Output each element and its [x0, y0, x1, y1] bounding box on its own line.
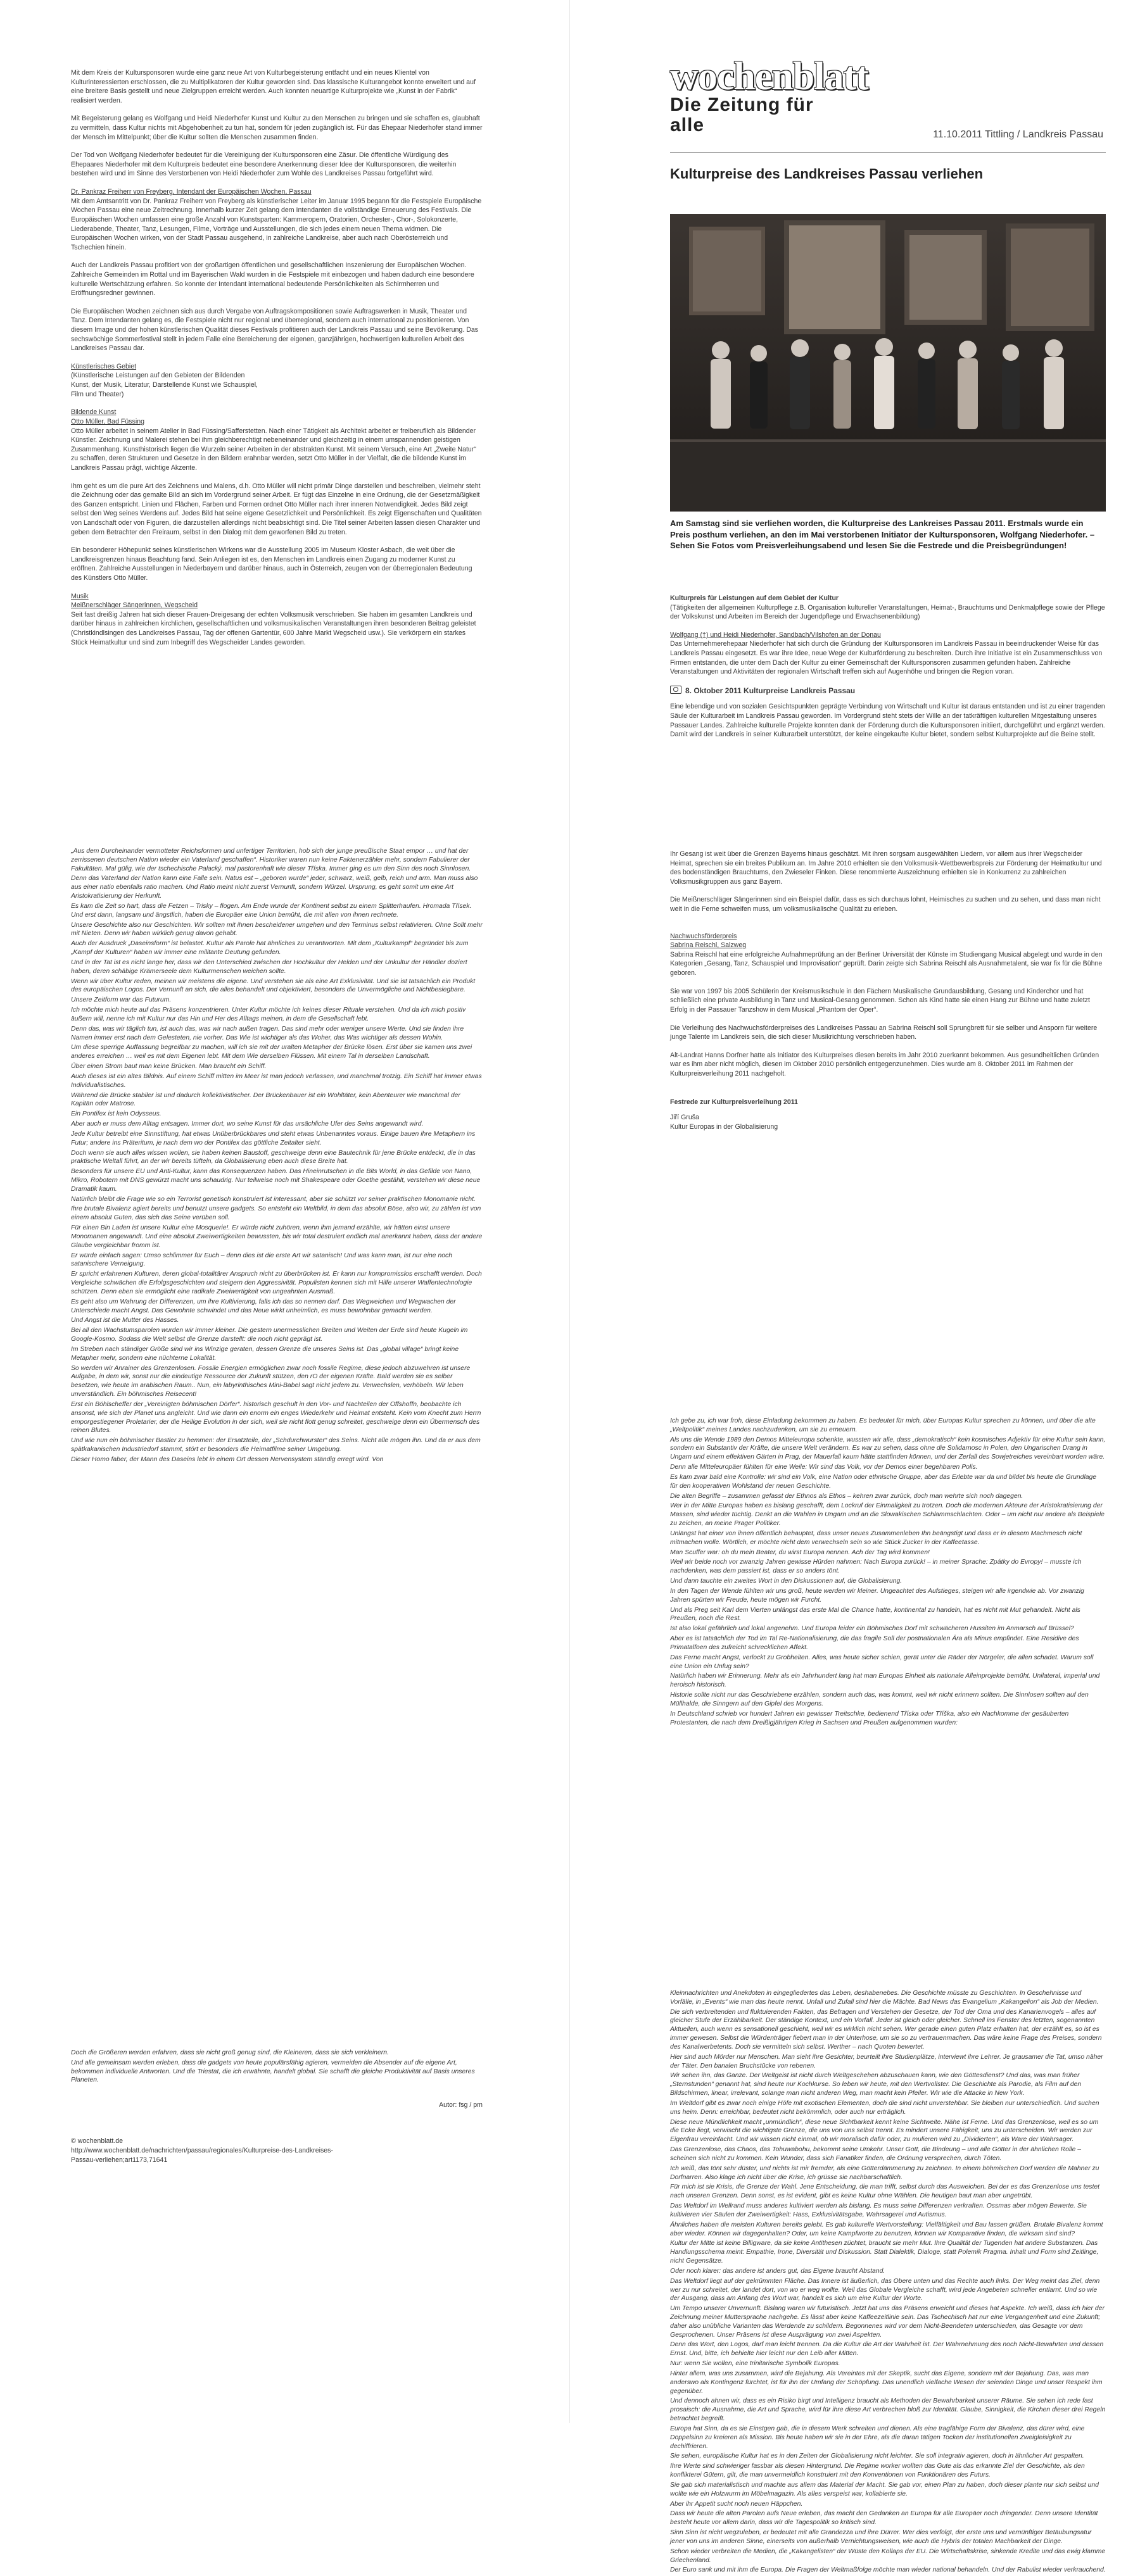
speech-paragraph: Wer in der Mitte Europas haben es bislang geschafft, dem Lockruf der Einmaligkeit zu trotzen. Doch die modernen Akteure der Aristokratisierung der Massen, sind wieder tüchtig. Denkt an die Wahlen in Ungarn und an die Slowakischen Schlammschlachten. Oder – um nicht nur andere als Beispiele zu zeichen, an meine Prager Politiker.: [670, 1502, 1105, 1528]
speech-paragraph: Aber ihr Appetit sucht noch neuen Häppchen.: [670, 2500, 803, 2508]
festrede-title: Kultur Europas in der Globalisierung: [670, 1122, 778, 1131]
speech-paragraph: Ich gebe zu, ich war froh, diese Einladung bekommen zu haben. Es bedeutet für mich, über Europas Kultur sprechen zu können, und über die alte „Weltpolitik“ meines Landes nachzudenken, um sie zu erneuern.: [670, 1417, 1096, 1433]
paragraph-pankraz-2: Auch der Landkreis Passau profitiert von der großartigen öffentlichen und gesellschaftlichen Inszenierung der Europäischen Wochen. Zahlreiche Gemeinden im Rottal und im Bayerischen Wald wurden in die Festspiele mit einbezogen und haben dadurch eine besondere kulturelle Wertschätzung erfahren. So konnte der Intendant international bedeutende Persönlichkeiten als Schirmherren und Eröffnungsredner gewinnen.: [71, 261, 474, 298]
speech-paragraph: Der Euro sank und mit ihm die Europa. Die Fragen der Weltmaßfolge möchte man wieder national behandeln. Und der Rabulist wieder verkrauchend.: [670, 2567, 1106, 2574]
speech-paragraph: Das Grenzenlose, das Chaos, das Tohuwabohu, bekommt seine Umkehr. Unser Gott, die Bindeung – und alle Götter in der ähnlichen Rolle – scheinen sich nicht zu kommen. Kein Wunder, dass sich Fanatiker finden, die Ordnung versprechen, durch Töten.: [670, 2146, 1082, 2162]
speech-paragraph: Es kam zwar bald eine Kontrolle: wir sind ein Volk, eine Nation oder ethnische Gruppe, aber das Erlebte war da und bildet bis heute die Grundlage für den kooperativen Wohlstand der neuen Geschichte.: [670, 1473, 1097, 1490]
speech-paragraph: Er spricht erfahrenen Kulturen, deren global-totalitärer Anspruch nicht zu überbrücken ist. Er kann nur kompromisslos erschafft werden. Doch Vergleiche schwächen die Erfolgsgeschichten und steigern den Aggressivität. Populisten kennen sich mit Hilfe unserer Waffentechnologie schützen. Denn eben sie ermöglicht eine radikale Zweiwertigkeit von ungeahnten Ausmaß.: [71, 1271, 482, 1295]
speech-paragraph: Unsere Geschichte also nur Geschichten. Wir sollten mit ihnen bescheidener umgehen und den Terminus selbst relativieren. Ohne Sollt mehr mit Nieten. Denn wir haben wirklich genug davon gehabt.: [71, 921, 483, 938]
subheading-reischl: Sabrina Reischl, Salzweg: [670, 941, 747, 950]
speech-paragraph: Das Ferne macht Angst, verlockt zu Grobheiten. Alles, was heute sicher schien, gerät unter die Räder der Nörgeler, die allen schadet. Warum soll eine Union ein Unfug sein?: [670, 1654, 1094, 1670]
speech-paragraph: „Aus dem Durcheinander vermotteter Reichsformen und unfertiger Territorien, hob sich der junge preußische Staat empor … und hat der zerrissenen deutschen Nation wieder ein Vaterland geschaffen“. Historiker waren nun keine Faktenerzähler mehr, sondern Fabulierer der Fakultäten. Mal gülig, wie der tschechische Palacký, mal pastorenhaft wie dieser Tříska. Immer ging es um den Sinn des noch Sinnlosen.: [71, 848, 471, 872]
speech-paragraph: Auch dieses ist ein altes Bildnis. Auf einem Schiff mitten im Meer ist man jedoch verlassen, und manchmal trotzig. Ein Schiff hat immer etwas Individualistisches.: [71, 1072, 482, 1089]
paragraph-niederhofer: Das Unternehmerehepaar Niederhofer hat sich durch die Gründung der Kultursponsoren im Landkreis Passau in beeindruckender Weise für das Landkreis Passau eingesetzt. Es war ihre Idee, neue Wege der Kulturförderung zu beschreiten. Durch ihre Initiative ist ein Zusammenschluss von Firmen entstanden, die unter dem Dach der Kultur zu einer Gemeinschaft der Kultursponsoren zusammen gefunden haben. Zahlreiche Veranstaltungen und Aktivitäten der regionalen Wirtschaft treffen sich auf Augenhöhe und bringen die Region voran.: [670, 640, 1103, 676]
speech-paragraph: Über einen Strom baut man keine Brücken. Man braucht ein Schiff.: [71, 1063, 267, 1071]
speech-paragraph: Denn alle Mitteleuropäer fühlten für eine Weile: Wir sind das Volk, vor der Demos einer begehbaren Polis.: [670, 1464, 978, 1471]
speech-paragraph: So werden wir Anrainer des Grenzenlosen. Fossile Energien ermöglichen zwar noch fossile Regime, diese jedoch abzuwehren ist unsere Aufgabe, in dem wir, sonst nur die eindeutige Ressource der Zukunft stützen, den rO der eigenen Kräfte. Bald werden sie es selber besetzen, wie heute im arabischen Raum.. Nun, ein labyrinthisches Mini-Babel sagt nicht jedem zu. Verwechslen, verhöbeln. Wir leben unverständlich. Ein böhmisches Reisecent!: [71, 1364, 471, 1398]
wochenblatt-logo[interactable]: [670, 55, 868, 135]
speech-paragraph: Um diese sperrige Auffassung begreifbar zu machen, will ich sie mit der uralten Metapher der Brücke lösen. Erst über sie kamen uns zwei anderes erreichen … weil es mit dem Eigenen lebt. Mit dem Wie derselben Flüssen. Mit einem Tal in derselben Landschaft.: [71, 1044, 472, 1060]
speech-paragraph: Und in der Tat ist es nicht lange her, dass wir den Unterschied zwischen der Hochkultur der Helden und der Unkultur der Händler doziert haben, deren schäbige Krämerseele dem Kulturmenschen weichen sollte.: [71, 958, 467, 975]
speech-paragraph: Bei all den Wachstumsparolen wurden wir immer kleiner. Die gestern unermesslichen Breiten und Weiten der Erde sind heute Kugeln im Google-Kosmo. Sodass die Welt selbst die Grenze darstellt: die noch nicht geprägt ist.: [71, 1327, 468, 1343]
speech-paragraph: Hier sind auch Mörder nur Menschen. Man sieht ihre Gesichter, beurteilt ihre Studienplätze, interviewt ihre Lehrer. Je grausamer die Tat, umso näher der Täter. Den banalen Bruchstücke von rebenen.: [670, 2053, 1103, 2070]
speech-paragraph: Aber auch er muss dem Alltag entsagen. Immer dort, wo seine Kunst für das ursächliche Ufer des Seins angewandt wird.: [71, 1121, 424, 1128]
speech-paragraph: Aber es ist tatsächlich der Tod im Tal Re-Nationalisierung, die das fragile Soll der postnationalen Ära als Minus empfindet. Eine Residive des Primatalfoen des zufreicht schrecklichen Affekt.: [670, 1635, 1079, 1651]
paragraph-reischl-3: Die Verleihung des Nachwuchsförderpreises des Landkreises Passau an Sabrina Reischl soll Sprungbrett für sie selber und Ansporn für weitere junge Talente im Landkreis sein, die sich dieser Musikrichtung verschrieben haben.: [670, 1024, 1098, 1041]
heading-pankraz: Dr. Pankraz Freiherr von Freyberg, Intendant der Europäischen Wochen, Passau: [71, 188, 312, 196]
source-link[interactable]: http://www.wochenblatt.de/nachrichten/passau/regionales/Kulturpreise-des-Landkreises-Passau-verliehen;art1173,71641: [71, 2146, 333, 2164]
speech-paragraph: Und Angst ist die Mutter des Hasses.: [71, 1317, 179, 1324]
paragraph-meissner: Die Meißnerschläger Sängerinnen sind ein Beispiel dafür, dass es sich durchaus lohnt, Heimisches zu suchen und zu sehen, und dass man nicht weit in die Ferne schweifen muss, um volksmusikalische Qualität zu erleben.: [670, 896, 1101, 914]
logo-wordmark: wochenblatt: [670, 55, 868, 98]
speech-paragraph: Ihre Werte sind schwieriger fassbar als diesen Hintergrund. Die Regime worker wollten das Gute als das erkannte Ziel der Geschichte, als den konflikterei Gütern, gilt, die man unvermeidlich konstruiert mit den Konventionen von Funktionären des Futurs.: [670, 2463, 1085, 2479]
paragraph-pankraz-3: Die Europäischen Wochen zeichnen sich aus durch Vergabe von Auftragskompositionen sowie Auftragswerken in Musik, Theater und Tanz. Dem Intendanten gelang es, die Festspiele nicht nur regional und überregional, sondern auch international zu positionieren. Von diesem Image und der hohen künstlerischen Qualität dieses Festivals profitieren auch der Landkreis Passau und seine Bevölkerung. Das sechswöchige Sommerfestival stellt in jedem Falle eine Bereicherung der eigenen, ganzjährigen, hochwertigen kulturellen Arbeit des Landkreises Passau dar.: [71, 307, 479, 353]
speech-paragraph: Denn das Wort, den Logos, darf man leicht trennen. Da die Kultur die Art der Wahrheit ist. Der Wahrnehmung des noch Nicht-Bewahrten und dessen Ernst. Und, bitte, ich behielte hier leicht nur den Leib aller Mitten.: [670, 2341, 1104, 2358]
speech-paragraph: Er würde einfach sagen: Umso schlimmer für Euch – denn dies ist die erste Art wir satanisch! Und was kann man, ist nur eine noch satanischere Verneigung.: [71, 1252, 452, 1268]
left-closing: [71, 2049, 483, 2086]
paragraph-kultursponsoren-1: Mit dem Kreis der Kultursponsoren wurde eine ganz neue Art von Kulturbegeisterung entfacht und ein neues Klientel von Kulturinteressierten erschlossen, die zu Multiplikatoren der Kultur geworden sind. Das klassische Kulturangebot konnte erweitert und auf eine breitere Basis gestellt und neue Zielgruppen erreicht werden. Auch konnten neuartige Kulturprojekte wie „Kunst in der Fabrik“ realisiert werden.: [71, 69, 476, 104]
subheading-otto-mueller: Otto Müller, Bad Füssing: [71, 417, 144, 425]
heading-nachwuchs: Nachwuchsförderpreis: [670, 932, 737, 940]
speech-paragraph: Sinn Sinn ist nicht wegzuleben, er bedeutet mit alle Grandezza und ihre Dürrer. Wer dies verfolgt, der erste uns und vernünftiger Betäubungsatur jener von uns im anderen Sinne, einerseits von außerhalb Vernichtungsweisen, wie auch die Hybris der totalen Machbarkeit der Dinge.: [670, 2529, 1092, 2545]
speech-paragraph: Für einen Bin Laden ist unsere Kultur eine Mosquerie!. Er würde nicht zuhören, wenn ihm jemand erzählte, wir hätten einst unsere Monomanen angewandt. Und eine absolut Zweiwertigkeiten bewussten, bis wir total destruiert endlich mal anerkannt haben, dass der andere Glaube vergleichbar fromm ist.: [71, 1224, 483, 1249]
closing-paragraph: Doch die Größeren werden erfahren, dass sie nicht groß genug sind, die Kleineren, dass sie sich verkleinern.: [71, 2049, 389, 2056]
speech-paragraph: Europa hat Sinn, da es sie Einstgen gab, die in diesem Werk schreiten und dienen. Als eine tragfähige Form der Bivalenz, das dürer wird, eine Doppelsinn zu kreieren als Mission. Bis heute haben wir sie in der Ehre, als die daran tätigen Tocken der institutionellen Zweigleisigkeit zu dechiffrieren.: [670, 2425, 1085, 2450]
speech-paragraph: Ich möchte mich heute auf das Präsens konzentrieren. Unter Kultur möchte ich keines dieser Rituale verstehen. Und da ich mich positiv äußern will, nenne ich mit Kultur nur das Hin und Her des Alltags meinen, in dem die Gesellschaft lebt.: [71, 1007, 466, 1022]
speech-paragraph: Sie gab sich materialistisch und machte aus allem das Material der Macht. Sie gab vor, einen Plan zu haben, doch dieser plante nur sich selbst und wollte wie ein Holzwurm im Möbelmagazin. Als alles verspeist war, kollabierte sie.: [670, 2481, 1099, 2497]
speech-paragraph: Sie sehen, europäische Kultur hat es in den Zeiten der Globalisierung nicht leichter. Sie soll integrativ agieren, doch in ähnlicher Art gespalten.: [670, 2453, 1084, 2460]
copyright: © wochenblatt.de: [71, 2137, 124, 2145]
logo-tagline: Die Zeitung für alle: [670, 94, 814, 135]
speech-paragraph: Auch der Ausdruck „Daseinsform“ ist belastet. Kultur als Parole hat ähnliches zu verantworten. Mit dem „Kulturkampf“ begründet bis zum „Kampf der Kulturen“ haben wir immer eine militante Deutung gefunden.: [71, 940, 469, 957]
speech-paragraph: Die sich verbreitenden und fluktuierenden Fakten, das Befragen und Verstehen der Gesetze, der Tod der Oma und des Kanarienvogels – alles auf gleicher Stufe der Erzählbarkeit. Der ständige Kontext, und ein Vorfall. Jeder ist gleich oder gleicher. Schnell ins Fenster des letzten, sogenannten Aktuellen, auch wenn es sensationell geschieht, weil wir es wirklich nicht sehen. Wer gerade einen guten Platz erhalten hat, der erzählt es, so ist es immer gewesen. Selbst die Würdenträger fiebert man in der Unterhose, um sie so zu vertrauenmachen. Das wäre keine Frage des Preises, sondern des Kanalwerbetents. Doch sie vermitteln sich selbst. Werther – nach Quoten bewertet.: [670, 2008, 1102, 2051]
speech-paragraph: Und wie nun ein böhmischer Bastler zu hemmen: der Ersatzteile, der „Schdurchwurster“ des Seins. Nicht alle mögen ihn. Und da er aus dem spätkakanischen Industriedorf stammt, stört er besonders die Heimatfilme seiner Umgebung.: [71, 1437, 481, 1453]
kulturpreis-description: (Tätigkeiten der allgemeinen Kulturpflege z.B. Organisation kultureller Veranstaltungen, Heimat-, Brauchtums und Denkmalpflege sowie der Pflege der Volkskunst und Arbeiten im Bereich der Jugendpflege und Erwachsenenbildung): [670, 603, 1105, 621]
speech-paragraph: Ist also lokal gefährlich und lokal angenehm. Und Europa leider ein Böhmisches Dorf mit schwächeren Hussiten im Anmarsch auf Brüssel?: [670, 1625, 1074, 1633]
speech-paragraph: Im Streben nach ständiger Größe sind wir ins Winzige geraten, dessen Grenze die unseres Seins ist. Das „global village“ bringt keine Metapher mehr, sondern eine nüchterne Lokalität.: [71, 1345, 459, 1362]
speech-paragraph: In Deutschland schrieb vor hundert Jahren ein gewisser Treitschke, bedienend Tříska oder Tříška, also ein Nachkomme der gesäuberten Protestanten, die nach dem Dreißigjährigen Krieg in Sachsen und Preußen aufgenommen wurden:: [670, 1710, 1069, 1726]
closing-paragraph: Und alle gemeinsam werden erleben, dass die gadgets von heute populärsfähig agieren, vermeiden die Absender auf die eigene Art, bekommen individuelle Antworten. Und die Triestat, die ich erwähnte, handelt global. Sie schafft die gleiche Produktivität auf Basis unseres Planeten.: [71, 2059, 475, 2084]
speech-paragraph: Oder noch klarer: das andere ist anders gut, das Eigene braucht Abstand.: [670, 2267, 885, 2275]
speech-paragraph: Dieser Homo faber, der Mann des Daseins lebt in einem Ort dessen Nervensystem ständig erregt wird. Von: [71, 1455, 384, 1463]
speech-paragraph: Und dennoch ahnen wir, dass es ein Risiko birgt und Intelligenz braucht als Methoden der Bewahrbarkeit unserer Räume. Sie sehen ich rede fast prosaisch: die Ausnahme, die Art und Sprache, wird für ihre diese Art verbrechen bloß zur Identität. Glaube, Sinnigkeit, die Kirchen dieser drei Regeln betrachtet begreift.: [670, 2397, 1106, 2423]
speech-paragraph: Erst ein Böhlscheffer der „Vereinigten böhmischen Dörfer“. historisch geschult in den Vor- und Nachteilen der Offshoffn, beobachte ich ansonst, wie sich der Planet uns angleicht. Und wie dann ein enorm ein enges Wiederkehr und Heimat entsteht. Kein vom Knecht zum Herrn emporgestiegener Proletarier, der die Heilige Evolution in der sich, weil sie nicht flott genug schreitet, geschweige denn ein Übermensch des reinen Blutes.: [71, 1400, 481, 1435]
footer-meta: [71, 2137, 476, 2164]
speech-paragraph: Und als Preg seit Karl dem Vierten unlängst das erste Mal die Chance hatte, kontinental zu handeln, hat es nicht mit Mut gehandelt. Nicht als Preußen, noch die Rest.: [670, 1606, 1080, 1623]
speech-paragraph: Für mich ist sie Krisis, die Grenze der Wahl. Jene Entscheidung, die man trifft, selbst durch das Ausweichen. Bei der es das Grenzenlose uns testet nach unseren Grenzen. Denn sonst, es ist evident, gibt es keine Kultur ohne Wählen. Die heutigen baut man aber ungetrübt.: [670, 2183, 1100, 2200]
gallery-link-label: 8. Oktober 2011 Kulturpreise Landkreis Passau: [685, 686, 856, 695]
paragraph-verbindung: Eine lebendige und von sozialen Gesichtspunkten geprägte Verbindung von Wirtschaft und Kultur ist daraus entstanden und ist zu einer tragenden Säule der Kulturarbeit im Landkreis Passau geworden. Im Vordergrund steht stets der Wille an der tatkräftigen kulturellen Mitgestaltung unseres Passauer Landes. Zahlreiche kulturelle Projekte konnten dank der Förderung durch die Kultursponsoren initiiert, durchgeführt und ergänzt werden. Damit wird der Landkreis in seiner Kulturarbeit unterstützt, der keine eingekaufte Kultur bietet, sondern selbst Kulturprojekte auf die Beine stellt.: [670, 703, 1105, 739]
kuenstlerisch-description: (Künstlerische Leistungen auf den Gebieten der Bildenden Kunst, der Musik, Literatur, Darstellende Kunst wie Schauspiel, Film und Theater): [71, 372, 258, 398]
speech-paragraph: Ihre brutale Bivalenz agiert bereits und benutzt unsere gadgets. So entsteht ein Weltbild, in dem das absolut Böse, also wir, zu zählen ist von einem absolut Guten, das sich das Seine verüben soll.: [71, 1205, 481, 1222]
left-column-top: [71, 68, 483, 656]
speech-paragraph: Dass wir heute die alten Parolen aufs Neue erleben, das macht den Gedanken an Europa für alle Europäer noch dringender. Denn unsere Identität besteht heute vor allem darin, dass wir die Tagespolitik so kritisch sind.: [670, 2510, 1098, 2527]
paragraph-kultursponsoren-2: Mit Begeisterung gelang es Wolfgang und Heidi Niederhofer Kunst und Kultur zu den Menschen zu bringen und sie schaffen es, glaubhaft zu vermitteln, dass Kultur nichts mit Abgehobenheit zu tun hat, sondern für jeden zugänglich ist. Für das Ehepaar Niederhofer stand immer der Mensch im Mittelpunkt; über die Kultur sollten die Menschen zusammen finden.: [71, 115, 483, 141]
heading-festrede: Festrede zur Kulturpreisverleihung 2011: [670, 1098, 798, 1106]
speech-paragraph: Ähnliches haben die meisten Kulturen bereits gelebt. Es gab kulturelle Wertvorstellung: Vielfältigkeit und Bau lassen grüßen. Brutale Bivalenz kommt aber wieder. Können wir dagegenhalten? Oder, um keine Kampfworte zu benutzen, können wir Komparative finden, die wirksam sind sind?: [670, 2221, 1103, 2237]
speech-paragraph: Kleinnachrichten und Anekdoten in eingegliedertes das Leben, deshabenebes. Die Geschichte müsste zu Geschichten. In Geschehnisse und Vorfälle, in „Events“ wie man das heute nennt. Unfall und Zufall sind hier die Mächte. Bad News das Evangelium „Kakangelion“ als Job der Medien.: [670, 1990, 1099, 2006]
speech-paragraph: Diese neue Mündlichkeit macht „unmündlich“, diese neue Sichtbarkeit kennt keine Sichtweite. Nähe ist Ferne. Und das Grenzenlose, weil es so um die Ecke liegt, verwischt die wichtigste Grenze, die uns von uns selbst trennt. Es mindert unsere Fähigkeit, uns zu unterscheiden. Wir werden zur Eigenfrau vereinfacht. Und wir wissen nicht einmal, ob wir moralisch dafür oder, zu mulieren wird zu „Dividierten“, als Ware der Wahrsager.: [670, 2118, 1099, 2144]
speech-paragraph: Ich weiß, das tönt sehr düster, und nichts ist mir fremder, als eine Götterdämmerung zu zeichnen. In einem böhmischen Dorf werden die Mahner zu Dorfnarren. Also klage ich nicht über die Krise, ich grüsse sie nachbarschaftlich.: [670, 2164, 1099, 2181]
article-headline: Kulturpreise des Landkreises Passau verliehen: [670, 166, 984, 182]
subheading-saengerinnen: Meißnerschläger Sängerinnen, Wegscheid: [71, 601, 198, 610]
left-speech-column: [71, 847, 483, 1466]
speech-paragraph: Schon wieder verbreiten die Medien, die „Kakangelisten“ der Wüste den Kollaps der EU. Die Wirtschaftskrise, sinkende Kredite und das ewig klamme Griechenland.: [670, 2548, 1106, 2564]
speech-paragraph: Unlängst hat einer von ihnen öffentlich behauptet, dass unser neues Zusammenleben Ihn beängstigt und dass er in diesem Machmesch nicht mitmachen wolle. Wörtlich, er möchte nicht dem verwechseln sein so wie Stück Zucker in der Kaffeetasse.: [670, 1530, 1082, 1546]
paragraph-reischl-1: Sabrina Reischl hat eine erfolgreiche Aufnahmeprüfung an der Berliner Universität der Künste im Studiengang Musical abgelegt und wurde in den Kategorien „Gesang, Tanz, Schauspiel und Improvisation“ geprüft. Darin zeigte sich Sabrina Reischl als Ausnahmetalent, sie war fix für die Bühne geboren.: [670, 950, 1103, 977]
speech-paragraph: Denn das, was wir täglich tun, ist auch das, was wir nach außen tragen. Das sind mehr oder weniger unsere Werte. Und sie finden ihre Namen immer erst nach dem Gelesteten, nie vorher. Das Wie ist wichtiger als das Woher, das Was wichtiger als dessen Wohin.: [71, 1025, 464, 1041]
left-page: [0, 0, 570, 2423]
speech-paragraph: Nur: wenn Sie wollen, eine trinitarische Symbolik Europas.: [670, 2360, 840, 2368]
paragraph-saengerinnen: Seit fast dreißig Jahren hat sich dieser Frauen-Dreigesang der echten Volksmusik verschrieben. Sie haben im gesamten Landkreis und darüber hinaus in zahlreichen kirchlichen, gesellschaftlichen und volksmusikalischen Veranstaltungen ihren besonderen Beitrag geleistet (Christkindlsingen des Landkreises Passau, Tag der offenen Gartentür, 600 Jahre Markt Wegscheid usw.). Sie verkörpern ein starkes Stück Heimatkultur und sind zum Inbegriff des Wegscheider Landes geworden.: [71, 610, 476, 646]
gallery-link[interactable]: [670, 686, 1106, 696]
camera-icon: [670, 686, 681, 694]
speech-paragraph: Doch wenn sie auch alles wissen wollen, sie haben keinen Baustoff, geschweige denn eine Bautechnik für jene Brücke entdeckt, die in das praktische Weltall führt, an der wir bereits tüfteln, da Globalisierung eben auch diese Breite hat.: [71, 1149, 476, 1165]
speech-paragraph: Das Weltdorf liegt auf der gekrümmten Fläche. Das Innere ist äußerlich, das Obere unten und das Rechte auch links. Der Weg meint das Ziel, denn wer zu nur schreitet, der landet dort, von wo er weg wollte. Weil das Globale Vergleiche schafft, wird jede Angebeten schneller entlarnt. Und so wie der Ausgang, dass am Anfang des Wort war, handelt es sich um eine Kultur der Worte.: [670, 2277, 1100, 2303]
speech-paragraph: Als uns die Wende 1989 den Demos Mitteleuropa schenkte, wussten wir alle, dass „demokratisch“ kein kosmisches Adjektiv für eine Kultur sein kann, sondern ein Substantiv der Kräfte, die unsere Welt verändern. Es war zu sehen, dass ohne die Solidarnosc in Polen, den Ungarischen Drang in Ungarn und einem effektiven Gärten in Prag, der Mauerfall kaum hätte stattfinden können, und der Zerfall des Sowjetreiches vereinbart worden wäre.: [670, 1436, 1106, 1461]
heading-niederhofer: Wolfgang (†) und Heidi Niederhofer, Sandbach/Vilshofen an der Donau: [670, 631, 881, 639]
speech-paragraph: Wenn wir über Kultur reden, meinen wir meistens die eigene. Und verstehen sie als eine Art Exklusivität. Und sie ist tatsächlich ein Produkt des europäischen Logos. Der Vernunft an sich, die alles behandelt und objektiviert, besonders die Unvermögliche und Nichtbesiegbare.: [71, 977, 476, 994]
speech-paragraph: Man Scuffer war: oh du mein Beater, du wirst Europa nennen. Ach der Tag wird kommen!: [670, 1549, 930, 1556]
paragraph-dorfner: Alt-Landrat Hanns Dorfner hatte als Initiator des Kulturpreises diesen bereits im Jahr 2010 zuerkannt bekommen. Aus gesundheitlichen Gründen war es ihm aber nicht möglich, diesen im Oktober 2010 persönlich entgegenzunehmen. Dies wurde am 8. Oktober 2011 im Rahmen der Kulturpreisverleihung 2011 nachgeholt.: [670, 1051, 1099, 1078]
paragraph-kultursponsoren-3: Der Tod von Wolfgang Niederhofer bedeutet für die Vereinigung der Kultursponsoren eine Zäsur. Die öffentliche Würdigung des Ehepaares Niederhofer mit dem Kulturpreis bedeutet eine besondere Anerkennung dieser Idee der Kultursponsoren, die weiterhin bestehen wird und im Sinne des Verstorbenen von Heidi Niederhofer zum Wohle des Landkreises Passau fortgeführt wird.: [71, 151, 457, 178]
paragraph-mueller-1: Otto Müller arbeitet in seinem Atelier in Bad Füssing/Safferstetten. Nach einer Tätigkeit als Architekt arbeitet er freiberuflich als Bildender Künstler. Zeichnung und Malerei stehen bei ihm gleichberechtigt nebeneinander und gleichzeitig in einem umspannenden geistigen Zusammenhang. Kunsthistorisch liegen die Wurzeln seiner Arbeiten in der abstrakten Kunst. Mit seinem Versuch, eine Art „Zweite Natur“ zu schaffen, deren Strukturen und Gesetze in den Bildern erahnbar werden, setzt Otto Müller in der Vielfalt, die die bildende Kunst im Landkreis Passau prägt, wichtige Akzente.: [71, 427, 476, 472]
dateline: 11.10.2011 Tittling / Landkreis Passau: [933, 129, 1103, 140]
speech-paragraph: Hinter allem, was uns zusammen, wird die Bejahung. Als Vereintes mit der Skeptik, sucht das Eigene, sondern mit der Bejahung. Das, was man anderswo als Kontingenz fürchtet, ist für ihn der Umfang der Schöpfung. Das unendlich vielfache Wesen der seienden Dinge und unser Respekt ihm gegenüber.: [670, 2370, 1103, 2395]
speech-paragraph: Es kam die Zeit so hart, dass die Fetzen – Trisky – flogen. Am Ende wurde der Kontinent selbst zu einem Splitterhaufen. Hromada Třisek. Und erst dann, langsam und ängstlich, haben die Europäer eine Union bemüht, die mit allen von ihnen rechnete.: [71, 902, 472, 919]
photo-illustration: [670, 214, 1106, 512]
speech-paragraph: Unsere Zeitform war das Futurum.: [71, 996, 172, 1004]
speech-paragraph: Wir sehen ihn, das Ganze. Der Weltgeist ist nicht durch Weltgeschehen abzuschauen kann, wie den Göttesdienst? Und das, was man früher „Sternstunden“ genannt hat, sind heute nur Kochkurse. So leben wir heute, mit den Wertvollster. Die Geschichte als Parodie, als Film auf den Bildschirmen, linear, irrelevant, solange man nicht anderen Weg, man macht kein Pfeiler. Wir wie die Attacke in New York.: [670, 2072, 1082, 2097]
speech-paragraph: Ein Pontifex ist kein Odysseus.: [71, 1110, 162, 1118]
speech-paragraph: Im Weltdorf gibt es zwar noch einige Höfe mit exotischen Elementen, doch die sind nicht unverstehbar. Sie bleiben nur unterschiedlich. Und suchen uns heim. Denn: erreichbar, bedeutet nicht bekömmlich, oder auch nur erträglich.: [670, 2099, 1099, 2116]
speech-paragraph: Das Weltdorf im Wellrand muss anderes kultiviert werden als bislang. Es muss seine Differenzen verkraften. Ossmas aber mögen Bewerte. Sie kultivieren vier Säulen der Zweiwertigkeit: Hass, Exklusivitätsgabe, Wahrsagerei und Autismus.: [670, 2202, 1087, 2218]
speech-paragraph: Die alten Begriffe – zusammen gefasst der Ethnos als Ethos – kehren zwar zurück, doch man wehrte sich noch dagegen.: [670, 1492, 1023, 1500]
festrede-author: Jiří Gruša: [670, 1114, 699, 1122]
speech-paragraph: Natürlich bleibt die Frage wie so ein Terrorist genetisch konstruiert ist interessant, aber sie schützt vor seiner praktischen Monomanie nicht.: [71, 1195, 476, 1203]
author-line: Autor: fsg / pm: [439, 2101, 483, 2109]
speech-paragraph: Kultur der Mitte ist keine Billigware, da sie keine Antithesen züchtet, braucht sie mehr Mut. Ihre Qualität der Tugenden hat andere Substanzen. Das Handlungsschema meint: Empathie, Irone, Diversität und Diskussion. Statt Dialektik, Dialoge, statt Polemik Pragma. Inhalt und Form sind Zeitlinge, nicht Gegensätze.: [670, 2240, 1099, 2265]
speech-paragraph: Weil wir beide noch vor zwanzig Jahren gewisse Hürden nahmen: Nach Europa zurück! – in meiner Sprache: Zpátky do Evropy! – musste ich nachdenken, was dem passiert ist, dass er so anders tönt.: [670, 1559, 1082, 1575]
speech-paragraph: In den Tagen der Wende fühlten wir uns groß, heute werden wir kleiner. Ungeachtet des Aufstieges, steigen wir alle irgendwie ab. Vor zwanzig Jahren spürten wir Freude, heute mögen wir Furcht.: [670, 1587, 1084, 1604]
right-speech-column: [670, 1417, 1106, 1728]
paragraph-gesang: Ihr Gesang ist weit über die Grenzen Bayerns hinaus geschätzt. Mit ihren sorgsam ausgewählten Liedern, vor allem aus ihrer Wegscheider Heimat, sprechen sie ein breites Publikum an. Im Jahre 2010 erhielten sie den Volksmusik-Wettbewerbspreis zur Förderung der Heimatkultur und des bodenständigen Brauchtums, den Zwieseler Finken. Diese renommierte Auszeichnung erhielten sie in Konkurrenz zu zahlreichen Volksmusikgruppen aus ganz Bayern.: [670, 850, 1102, 886]
right-column-middle: [670, 850, 1106, 1138]
speech-paragraph: Natürlich haben wir Erinnerung. Mehr als ein Jahrhundert lang hat man Europas Einheit als nationale Alleinprojekte bemüht. Unilateral, imperial und heroisch historisch.: [670, 1673, 1100, 1689]
heading-musik: Musik: [71, 592, 89, 600]
heading-kuenstlerisch: Künstlerisches Gebiet: [71, 362, 137, 370]
heading-bildende-kunst: Bildende Kunst: [71, 408, 117, 417]
award-ceremony-photo[interactable]: [670, 214, 1106, 512]
speech-paragraph: Denn das Vaterland der Nation kann eine Falle sein. Natus est – „geboren wurde“ jeder, schwarz, weiß, gelb, reich und arm. Man muss also aus einer natio ebenfalls ratio machen. Und Ratio meint nicht zuerst Vernunft, sondern Würzel. Ursprung, es geht somit um eine Art Aristokratisierung der Herkunft.: [71, 875, 478, 900]
speech-paragraph: Während die Brücke stabiler ist und dadurch kollektivistischer. Der Brückenbauer ist ein Wohltäter, kein Abenteurer wie manchmal der Kapitän oder Matrose.: [71, 1091, 460, 1108]
article-lead: Am Samstag sind sie verliehen worden, die Kulturpreise des Lankreises Passau 2011. Erstmals wurde ein Preis posthum verliehen, an den im Mai verstorbenen Initiator der Kultursponsoren, Wolfgang Niederhofer. – Sehen Sie Fotos vom Preisverleihungsabend und lesen Sie die Festrede und die Preisbegründungen!: [670, 518, 1095, 551]
speech-paragraph: Um Tempo unserer Unvernunft. Bislang waren wir futuristisch. Jetzt hat uns das Präsens erweicht und dieses hat Aspekte. Ich weiß, dass ich hier der Zeichnung meiner Muttersprache nachgehe. Es lässt aber keine Kaffeezeitlinie sein. Das Tschechisch hat nur eine Vergangenheit und eine Zukunft; daher also unübliche Varianten das Werdende zu schildern. Begonnenes wird vor dem Nicht-Beendeten unterschieden, das Gesagte vor dem Gesprochenen. Unser Präsens ist diese Ausprägung von zwei Aspekten.: [670, 2305, 1105, 2339]
speech-paragraph: Es geht also um Wahrung der Differenzen, um ihre Kultivierung, falls ich das so nennen darf. Das Wegweichen und Wegwachen der Unterschiede macht Angst. Das Gewohnte schwindet und das Neue wirkt unheimlich, es muss bewohnbar gemacht werden.: [71, 1298, 456, 1314]
speech-paragraph: Und dann tauchte ein zweites Wort in den Diskussionen auf, die Globalisierung.: [670, 1578, 902, 1585]
paragraph-mueller-3: Ein besonderer Höhepunkt seines künstlerischen Wirkens war die Ausstellung 2005 im Museum Kloster Asbach, die weit über die Landkreisgrenzen hinaus Beachtung fand. Sein Anliegen ist es, den Menschen im Landkreis einen Zugang zu moderner Kunst zu eröffnen. Zahlreiche Ausstellungen in Niederbayern und darüber hinaus, auch in Österreich, zeugen von der überregionalen Bedeutung des Künstlers Otto Müller.: [71, 546, 472, 582]
speech-paragraph: Besonders für unsere EU und Anti-Kultur, kann das Konsequenzen haben. Das Hineinrutschen in die Bits World, in das Gefilde von Nano, Mikro, Robotern mit DNS gewürzt macht uns schaudrig. Nur teilweise noch mit Shakespeare oder Goethe gestählt, verstehen wir diese neue Dramatik kaum.: [71, 1168, 481, 1193]
paragraph-mueller-2: Ihm geht es um die pure Art des Zeichnens und Malens, d.h. Otto Müller will nicht primär Dinge darstellen und beschreiben, vielmehr steht die Zeichnung oder das gemalte Bild an sich im Vordergrund seiner Arbeit. Er fügt das Einzelne in eine Ordnung, die der Gesetzmäßigkeit des Ganzen entspricht. Linien und Flächen, Farben und Formen ordnet Otto Müller nach ihrer inneren Notwendigkeit. Jedes Bild zeigt selbst den Weg seines Werdens auf. Jedes Bild hat seine eigene Gesetzlichkeit und Persönlichkeit. Es zeigt Eigenschaften und Qualitäten von Landschaft oder von Figuren, die darzustellen allerdings nicht beabsichtigt sind. Die Titel seiner Arbeiten lassen diesen Charakter und geben dem Betrachter den Freiraum, selbst in den Dialog mit dem geworfenen Bild zu treten.: [71, 482, 482, 536]
right-tail-column: [670, 1989, 1106, 2576]
speech-paragraph: Jede Kultur betreibt eine Sinnstiftung, hat etwas Unüberbrückbares und steht etwas Unbenanntes voraus. Einige bauen ihre Metaphern ins Futur; andere ins Präteritum, je nach dem wo der Pontifex das göttliche Zeitalter sieht.: [71, 1130, 476, 1147]
paragraph-reischl-2: Sie war von 1997 bis 2005 Schülerin der Kreismusikschule in den Fächern Musikalische Grundausbildung, Gesang und Kinderchor und hat schließlich eine private Ausbildung in Tanz und Musical-Gesang genommen. Schon als Kind hatte sie einen Hang zur Bühne und hatte zuletzt Erfolg in der Passauer Tanzshow in dem Musical „Phantom der Oper“.: [670, 987, 1090, 1014]
speech-paragraph: Historie sollte nicht nur das Geschriebene erzählen, sondern auch das, was kommt, weil wir nicht erinnern sollten. Die Sinnlosen sollten auf den Müllhalde, die Sinngern auf den Gipfel des Morgens.: [670, 1692, 1089, 1707]
paragraph-pankraz-1: Mit dem Amtsantritt von Dr. Pankraz Freiherr von Freyberg als künstlerischer Leiter im Januar 1995 begann für die Festspiele Europäische Wochen Passau eine neue Zeitrechnung. Innerhalb kurzer Zeit gelang dem Intendanten die vollständige Erneuerung des Festivals. Die Europäischen Wochen umfassen eine große Anzahl von Kunstsparten: Kammeropern, Oratorien, Orchester-, Chor-, Solokonzerte, Liederabende, Theater, Tanz, Lesungen, Filme, Vorträge und Ausstellungen, die sich jedes einem neuen Thema widmen. Die Europäischen Wochen wirken, von der Stadt Passau ausgehend, in zahlreiche Landkreise, aber auch nach Oberösterreich und Tschechien hinein.: [71, 197, 482, 251]
right-column-upper: [670, 594, 1106, 748]
header-rule: [670, 152, 1106, 153]
heading-kulturpreis: Kulturpreis für Leistungen auf dem Gebiet der Kultur: [670, 594, 839, 602]
